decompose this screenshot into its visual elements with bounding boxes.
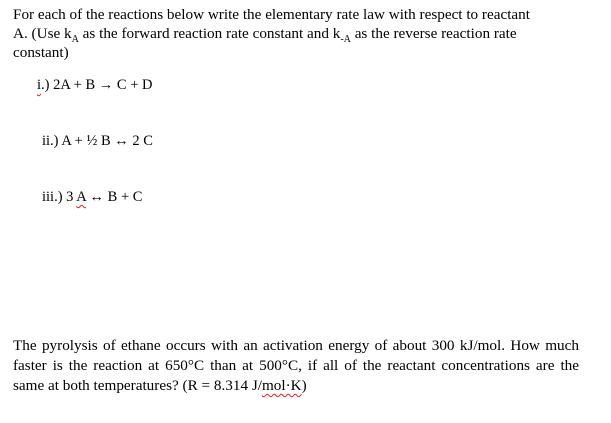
reaction-3-reactant: A [76,189,86,205]
reaction-3: iii.) 3 A ↔ B + C [42,189,143,205]
pyrolysis-problem: The pyrolysis of ethane occurs with an activation energy of about 300 kJ/mol. How much faster is the reaction at 650°C than at 500°C, if all of the reactant concentrations are the same at both temperatures? (R = 8.314 J/mol·K) [13,337,579,394]
reaction-2: ii.) A + ½ B ↔ 2 C [42,133,153,149]
reaction-1-equation: 2A + B → C + D [53,77,153,93]
reaction-1-numeral: i [37,77,42,93]
instruction-line-2: A. (Use $k_A$ as the forward reaction rate constant and $k_{-A}$ as the reverse reaction rate [13,25,517,46]
reaction-2-equation: A + ½ B ↔ 2 C [61,133,153,149]
forward-constant-subscript: A [71,34,79,46]
question-instructions [13,5,597,62]
reverse-constant-subscript: -A [340,34,351,46]
reaction-1: i.) 2A + B → C + D [37,77,153,93]
instruction-line-1: For each of the reactions below write the elementary rate law with respect to reactant [13,6,530,23]
instruction-line-3: constant) [13,44,69,61]
reaction-3-equation: ↔ B + C [85,189,143,205]
gas-constant-unit: mol·K [261,377,302,394]
